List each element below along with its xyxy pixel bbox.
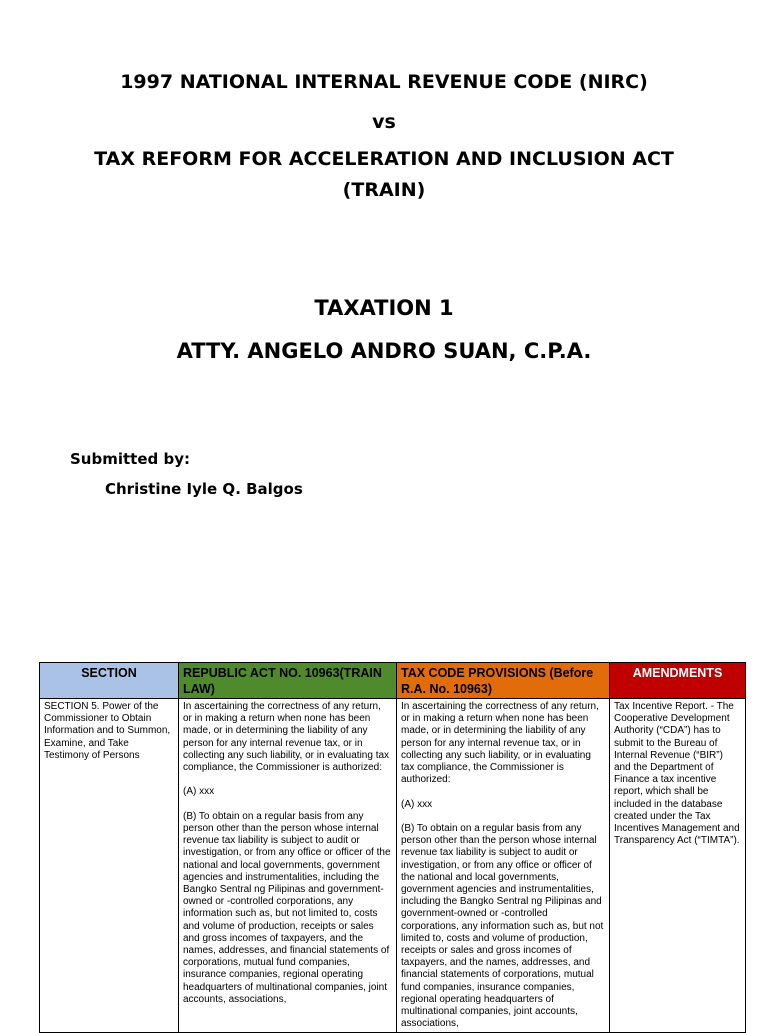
header-train-law: REPUBLIC ACT NO. 10963(TRAIN LAW): [179, 663, 397, 699]
table-row: [40, 699, 746, 1033]
document-title-line2: TAX REFORM FOR ACCELERATION AND INCLUSION ACT: [94, 148, 674, 170]
document-title-vs: vs: [372, 111, 396, 133]
cell-amendment: Tax Incentive Report. - The Cooperative Development Authority (“CDA”) has to submit to the Bureau of Internal Revenue (“BIR”) and the Department of Finance a tax incentive report, which shall be included in the database created under the Tax Incentives Management and Transparency Act (“TIMTA”).: [610, 699, 746, 1033]
course-name: TAXATION 1: [314, 296, 454, 320]
tax-paragraph-2: (A) xxx: [401, 798, 433, 810]
cell-train-law: [179, 699, 397, 1033]
header-amendments: AMENDMENTS: [610, 663, 746, 699]
document-title-line3: (TRAIN): [342, 179, 426, 201]
submitted-by-label: Submitted by:: [70, 450, 190, 468]
train-paragraph-2: (A) xxx: [183, 786, 215, 798]
comparison-table: [39, 662, 746, 1033]
student-name: Christine Iyle Q. Balgos: [105, 480, 303, 498]
header-section: SECTION: [40, 663, 179, 699]
table-header-row: [40, 663, 746, 699]
header-tax-code: TAX CODE PROVISIONS (Before R.A. No. 10963): [397, 663, 610, 699]
train-paragraph-3: (B) To obtain on a regular basis from any person other than the person whose internal revenue tax liability is subject to audit or investigation, or from any office or officer of the national and local governments, government agencies and instrumentalities, including the Bangko Sentral ng Pilipinas and government-owned or -controlled corporations, any information such as, but not limited to, costs and volume of production, receipts or sales and gross incomes of taxpayers, and the names, addresses, and financial statements of corporations, mutual fund companies, insurance companies, regional operating headquarters of multinational companies, joint accounts, associations,: [183, 810, 391, 1005]
professor-name: ATTY. ANGELO ANDRO SUAN, C.P.A.: [176, 339, 592, 363]
cell-section: SECTION 5. Power of the Commissioner to Obtain Information and to Summon, Examine, and Take Testimony of Persons: [40, 699, 179, 1033]
document-title-line1: 1997 NATIONAL INTERNAL REVENUE CODE (NIRC): [120, 71, 648, 93]
tax-paragraph-3: (B) To obtain on a regular basis from any person other than the person whose internal revenue tax liability is subject to audit or investigation, or from any office or officer of the national and local governments, government agencies and instrumentalities, including the Bangko Sentral ng Pilipinas and government-owned or -controlled corporations, any information such as, but not limited to, costs and volume of production, receipts or sales and gross incomes of taxpayers, and the names, addresses, and financial statements of corporations, mutual fund companies, insurance companies, regional operating headquarters of multinational companies, joint accounts, associations,: [401, 823, 604, 1030]
tax-paragraph-1: In ascertaining the correctness of any return, or in making a return when none has been made, or in determining the liability of any person for any internal revenue tax, or in collecting any such liability, or in evaluating tax compliance, the Commissioner is authorized:: [401, 701, 599, 786]
train-paragraph-1: In ascertaining the correctness of any return, or in making a return when none has been made, or in determining the liability of any person for any internal revenue tax, or in collecting any such liability, or in evaluating tax compliance, the Commissioner is authorized:: [183, 701, 390, 774]
cell-tax-code: [397, 699, 610, 1033]
